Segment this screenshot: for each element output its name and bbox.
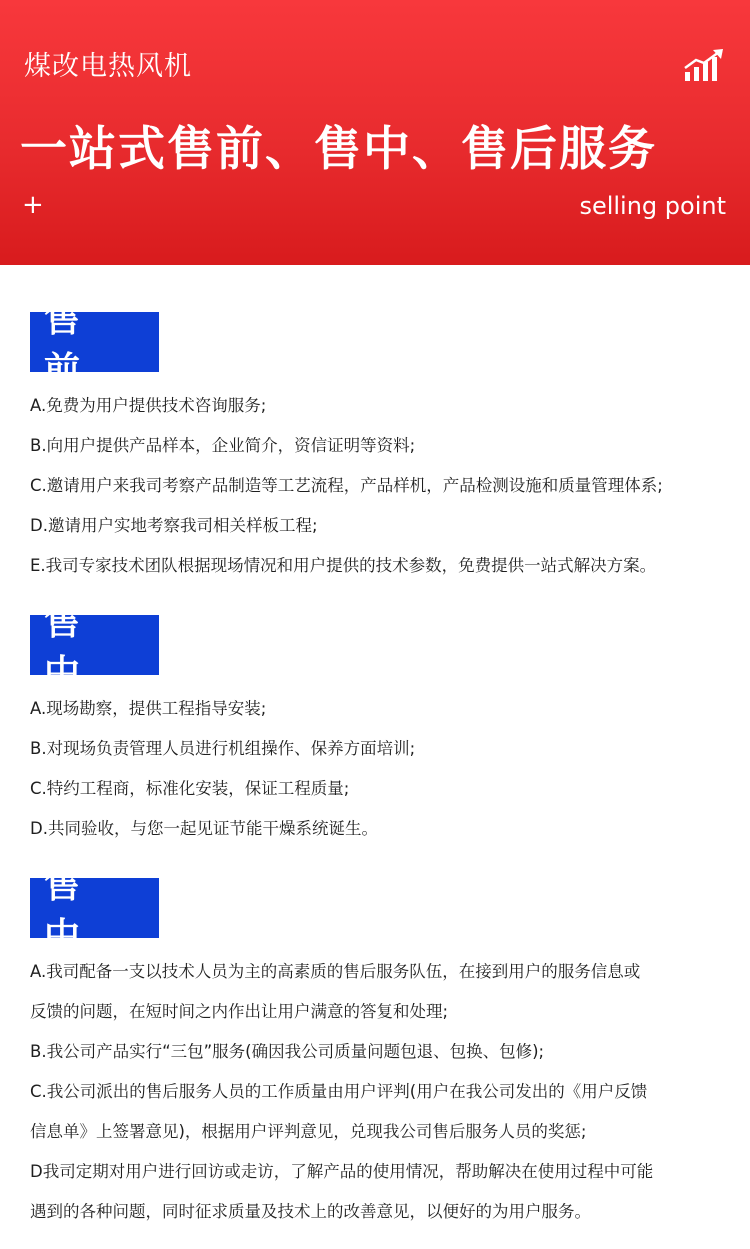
after-sale-line: A.我司配备一支以技术人员为主的高素质的售后服务队伍，在接到用户的服务信息或 bbox=[30, 962, 641, 981]
pre-sale-line: C.邀请用户来我司考察产品制造等工艺流程，产品样机，产品检测设施和质量管理体系; bbox=[30, 476, 663, 495]
page-headline: 一站式售前、售中、售后服务 bbox=[20, 122, 657, 177]
section-badge-pre-sale: 售 前 bbox=[30, 312, 159, 372]
plus-mark: + bbox=[22, 190, 44, 220]
in-sale-line: B.对现场负责管理人员进行机组操作、保养方面培训; bbox=[30, 739, 416, 758]
in-sale-line: D.共同验收，与您一起见证节能干燥系统诞生。 bbox=[30, 819, 378, 838]
after-sale-line: 遇到的各种问题，同时征求质量及技术上的改善意见，以便好的为用户服务。 bbox=[30, 1202, 591, 1221]
section-badge-in-sale: 售 中 bbox=[30, 615, 159, 675]
pre-sale-line: D.邀请用户实地考察我司相关样板工程; bbox=[30, 516, 318, 535]
after-sale-line: D我司定期对用户进行回访或走访，了解产品的使用情况，帮助解决在使用过程中可能 bbox=[30, 1162, 654, 1181]
header-banner bbox=[0, 0, 750, 265]
section-badge-after-sale: 售 中 bbox=[30, 878, 159, 938]
after-sale-line: 信息单》上签署意见)，根据用户评判意见，兑现我公司售后服务人员的奖惩; bbox=[30, 1122, 587, 1141]
after-sale-line: C.我公司派出的售后服务人员的工作质量由用户评判(用户在我公司发出的《用户反馈 bbox=[30, 1082, 648, 1101]
growth-chart-icon bbox=[683, 48, 725, 82]
after-sale-line: B.我公司产品实行“三包”服务(确因我公司质量问题包退、包换、包修); bbox=[30, 1042, 545, 1061]
after-sale-line: 反馈的问题，在短时间之内作出让用户满意的答复和处理; bbox=[30, 1002, 449, 1021]
product-subtitle: 煤改电热风机 bbox=[24, 51, 192, 82]
pre-sale-line: A.免费为用户提供技术咨询服务; bbox=[30, 396, 267, 415]
pre-sale-line: B.向用户提供产品样本，企业简介，资信证明等资料; bbox=[30, 436, 416, 455]
pre-sale-line: E.我司专家技术团队根据现场情况和用户提供的技术参数，免费提供一站式解决方案。 bbox=[30, 556, 657, 575]
in-sale-line: A.现场勘察，提供工程指导安装; bbox=[30, 699, 267, 718]
in-sale-line: C.特约工程商，标准化安装，保证工程质量; bbox=[30, 779, 350, 798]
selling-point-tagline: selling point bbox=[579, 192, 726, 220]
